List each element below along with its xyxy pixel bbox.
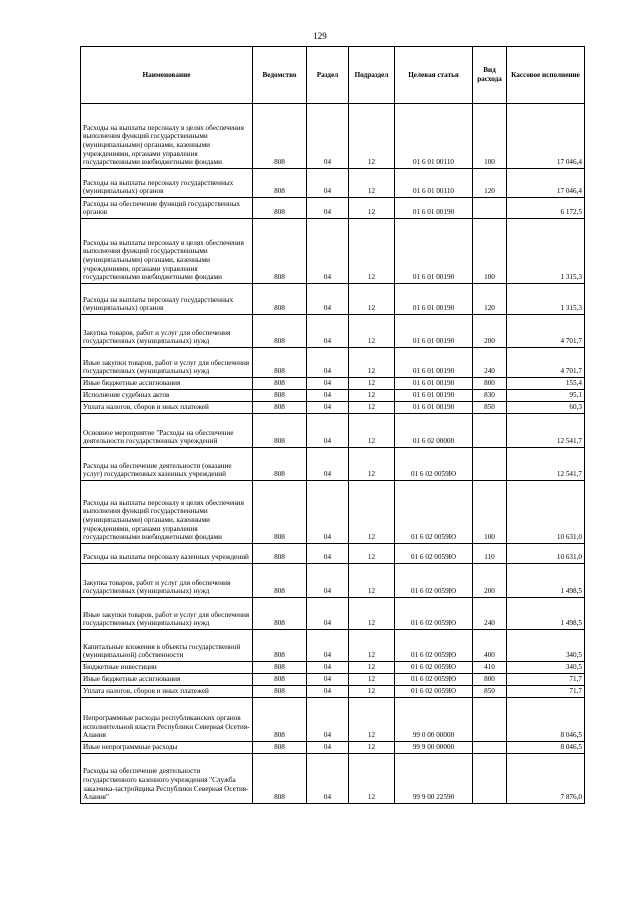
cell-target-article: 01 6 01 00190	[395, 402, 473, 414]
cell-expense-type: 400	[473, 630, 507, 662]
cell-section: 04	[307, 402, 349, 414]
cell-name: Иные закупки товаров, работ и услуг для обеспечения государственных (муниципальных) нужд	[81, 598, 253, 630]
table-row	[81, 544, 585, 564]
cell-subsection: 12	[349, 674, 395, 686]
cell-target-article: 01 6 01 00190	[395, 284, 473, 315]
cell-department: 808	[253, 481, 307, 544]
cell-subsection: 12	[349, 198, 395, 219]
cell-department: 808	[253, 686, 307, 698]
cell-expense-type: 100	[473, 219, 507, 284]
cell-expense-type	[473, 698, 507, 742]
header-expense-type: Вид расхода	[473, 47, 507, 104]
table-row	[81, 414, 585, 448]
cell-target-article: 01 6 02 0059Ю	[395, 662, 473, 674]
cell-section: 04	[307, 414, 349, 448]
cell-subsection: 12	[349, 315, 395, 348]
cell-target-article: 01 6 02 0059Ю	[395, 564, 473, 598]
cell-section: 04	[307, 630, 349, 662]
cell-subsection: 12	[349, 630, 395, 662]
cell-section: 04	[307, 598, 349, 630]
cell-expense-type: 100	[473, 481, 507, 544]
cell-subsection: 12	[349, 598, 395, 630]
cell-name: Расходы на выплаты персоналу в целях обеспечения выполнения функций государственными (муниципальными) органами, казенными учреждениями, органами управления государственными внебюджетными фондами	[81, 104, 253, 169]
cell-department: 808	[253, 284, 307, 315]
table-header-row	[81, 47, 585, 104]
cell-expense-type: 100	[473, 104, 507, 169]
cell-expense-type: 800	[473, 378, 507, 390]
cell-section: 04	[307, 544, 349, 564]
cell-name: Расходы на обеспечение деятельности (оказание услуг) государственных казенных учреждений	[81, 448, 253, 481]
cell-subsection: 12	[349, 284, 395, 315]
cell-target-article: 01 6 01 00190	[395, 348, 473, 378]
cell-department: 808	[253, 742, 307, 754]
cell-expense-type: 200	[473, 315, 507, 348]
cell-name: Расходы на выплаты персоналу в целях обеспечения выполнения функций государственными (муниципальными) органами, казенными учреждениями, органами управления государственными внебюджетными фондами	[81, 481, 253, 544]
table-row	[81, 564, 585, 598]
cell-department: 808	[253, 315, 307, 348]
cell-department: 808	[253, 198, 307, 219]
cell-name: Иные бюджетные ассигнования	[81, 674, 253, 686]
cell-department: 808	[253, 698, 307, 742]
cell-target-article: 99 9 00 00000	[395, 742, 473, 754]
cell-subsection: 12	[349, 686, 395, 698]
cell-name: Закупка товаров, работ и услуг для обеспечения государственных (муниципальных) нужд	[81, 315, 253, 348]
table-row	[81, 219, 585, 284]
cell-department: 808	[253, 414, 307, 448]
cell-amount: 71,7	[507, 674, 585, 686]
cell-expense-type	[473, 742, 507, 754]
cell-target-article: 01 6 01 00110	[395, 169, 473, 198]
header-name: Наименование	[81, 47, 253, 104]
cell-name: Расходы на выплаты персоналу казенных учреждений	[81, 544, 253, 564]
cell-target-article: 99 0 00 00000	[395, 698, 473, 742]
cell-target-article: 01 6 01 00190	[395, 315, 473, 348]
cell-target-article: 01 6 02 0059Ю	[395, 448, 473, 481]
cell-expense-type: 830	[473, 390, 507, 402]
cell-target-article: 99 9 00 22590	[395, 754, 473, 804]
cell-amount: 10 631,0	[507, 544, 585, 564]
table-row	[81, 742, 585, 754]
cell-target-article: 01 6 02 0059Ю	[395, 686, 473, 698]
cell-department: 808	[253, 564, 307, 598]
table-row	[81, 481, 585, 544]
cell-department: 808	[253, 390, 307, 402]
cell-department: 808	[253, 448, 307, 481]
cell-expense-type	[473, 754, 507, 804]
cell-department: 808	[253, 674, 307, 686]
cell-expense-type: 200	[473, 564, 507, 598]
cell-name: Расходы на выплаты персоналу государственных (муниципальных) органов	[81, 284, 253, 315]
cell-name: Уплата налогов, сборов и иных платежей	[81, 686, 253, 698]
cell-amount: 95,1	[507, 390, 585, 402]
cell-amount: 12 541,7	[507, 414, 585, 448]
cell-section: 04	[307, 315, 349, 348]
cell-amount: 4 701,7	[507, 315, 585, 348]
cell-expense-type: 850	[473, 402, 507, 414]
cell-department: 808	[253, 630, 307, 662]
cell-expense-type	[473, 448, 507, 481]
table-row	[81, 104, 585, 169]
cell-department: 808	[253, 219, 307, 284]
cell-amount: 1 315,3	[507, 219, 585, 284]
cell-amount: 340,5	[507, 662, 585, 674]
cell-amount: 7 876,0	[507, 754, 585, 804]
expense-table	[80, 46, 585, 804]
cell-amount: 17 046,4	[507, 104, 585, 169]
cell-department: 808	[253, 169, 307, 198]
cell-target-article: 01 6 01 00190	[395, 198, 473, 219]
cell-name: Капитальные вложения в объекты государственной (муниципальной) собственности	[81, 630, 253, 662]
cell-section: 04	[307, 674, 349, 686]
table-row	[81, 169, 585, 198]
table-row	[81, 448, 585, 481]
cell-amount: 1 498,5	[507, 564, 585, 598]
cell-subsection: 12	[349, 378, 395, 390]
cell-department: 808	[253, 104, 307, 169]
cell-section: 04	[307, 448, 349, 481]
header-department: Ведомство	[253, 47, 307, 104]
cell-section: 04	[307, 219, 349, 284]
cell-target-article: 01 6 02 0059Ю	[395, 544, 473, 564]
table-row	[81, 378, 585, 390]
cell-section: 04	[307, 169, 349, 198]
cell-section: 04	[307, 754, 349, 804]
cell-target-article: 01 6 02 00000	[395, 414, 473, 448]
cell-amount: 8 046,5	[507, 698, 585, 742]
cell-amount: 71,7	[507, 686, 585, 698]
table-row	[81, 630, 585, 662]
table-row	[81, 198, 585, 219]
cell-subsection: 12	[349, 742, 395, 754]
page-number: 129	[313, 31, 327, 41]
cell-department: 808	[253, 402, 307, 414]
table-row	[81, 348, 585, 378]
cell-subsection: 12	[349, 402, 395, 414]
cell-section: 04	[307, 378, 349, 390]
table-row	[81, 754, 585, 804]
cell-name: Иные непрограммные расходы	[81, 742, 253, 754]
table-row	[81, 598, 585, 630]
cell-target-article: 01 6 02 0059Ю	[395, 630, 473, 662]
cell-expense-type	[473, 414, 507, 448]
cell-subsection: 12	[349, 662, 395, 674]
table-row	[81, 698, 585, 742]
cell-name: Иные бюджетные ассигнования	[81, 378, 253, 390]
cell-expense-type: 800	[473, 674, 507, 686]
cell-name: Иные закупки товаров, работ и услуг для обеспечения государственных (муниципальных) нужд	[81, 348, 253, 378]
cell-target-article: 01 6 01 00190	[395, 390, 473, 402]
cell-target-article: 01 6 02 0059Ю	[395, 481, 473, 544]
cell-department: 808	[253, 348, 307, 378]
cell-subsection: 12	[349, 348, 395, 378]
cell-name: Расходы на обеспечение функций государственных органов	[81, 198, 253, 219]
table-row	[81, 674, 585, 686]
cell-section: 04	[307, 742, 349, 754]
header-target-article: Целевая статья	[395, 47, 473, 104]
cell-subsection: 12	[349, 544, 395, 564]
cell-subsection: 12	[349, 414, 395, 448]
table-row	[81, 662, 585, 674]
cell-subsection: 12	[349, 754, 395, 804]
cell-amount: 155,4	[507, 378, 585, 390]
cell-subsection: 12	[349, 481, 395, 544]
cell-expense-type: 110	[473, 544, 507, 564]
cell-expense-type: 120	[473, 169, 507, 198]
cell-name: Расходы на выплаты персоналу государственных (муниципальных) органов	[81, 169, 253, 198]
cell-section: 04	[307, 564, 349, 598]
cell-amount: 60,3	[507, 402, 585, 414]
cell-amount: 340,5	[507, 630, 585, 662]
cell-section: 04	[307, 686, 349, 698]
cell-name: Бюджетные инвестиции	[81, 662, 253, 674]
cell-amount: 1 315,3	[507, 284, 585, 315]
cell-expense-type: 120	[473, 284, 507, 315]
cell-name: Расходы на выплаты персоналу в целях обеспечения выполнения функций государственными (муниципальными) органами, казенными учреждениями, органами управления государственными внебюджетными фондами	[81, 219, 253, 284]
cell-name: Исполнение судебных актов	[81, 390, 253, 402]
cell-expense-type	[473, 198, 507, 219]
cell-expense-type: 240	[473, 598, 507, 630]
cell-section: 04	[307, 284, 349, 315]
cell-target-article: 01 6 02 0059Ю	[395, 674, 473, 686]
cell-target-article: 01 6 01 00190	[395, 219, 473, 284]
cell-subsection: 12	[349, 169, 395, 198]
header-section: Раздел	[307, 47, 349, 104]
cell-department: 808	[253, 378, 307, 390]
cell-department: 808	[253, 754, 307, 804]
cell-expense-type: 410	[473, 662, 507, 674]
cell-subsection: 12	[349, 219, 395, 284]
cell-section: 04	[307, 104, 349, 169]
table-row	[81, 284, 585, 315]
cell-subsection: 12	[349, 390, 395, 402]
cell-subsection: 12	[349, 698, 395, 742]
header-cash-execution: Кассовое исполнение	[507, 47, 585, 104]
cell-subsection: 12	[349, 448, 395, 481]
table-row	[81, 402, 585, 414]
cell-amount: 8 046,5	[507, 742, 585, 754]
cell-section: 04	[307, 348, 349, 378]
cell-name: Закупка товаров, работ и услуг для обеспечения государственных (муниципальных) нужд	[81, 564, 253, 598]
cell-expense-type: 240	[473, 348, 507, 378]
cell-name: Уплата налогов, сборов и иных платежей	[81, 402, 253, 414]
header-subsection: Подраздел	[349, 47, 395, 104]
table-row	[81, 686, 585, 698]
cell-amount: 10 631,0	[507, 481, 585, 544]
cell-name: Основное мероприятие "Расходы на обеспечение деятельности государственных учреждений	[81, 414, 253, 448]
cell-section: 04	[307, 481, 349, 544]
cell-target-article: 01 6 01 00190	[395, 378, 473, 390]
cell-expense-type: 850	[473, 686, 507, 698]
cell-name: Непрограммные расходы республиканских органов исполнительной власти Республики Северная Осетия-Алания	[81, 698, 253, 742]
cell-department: 808	[253, 598, 307, 630]
cell-section: 04	[307, 390, 349, 402]
cell-amount: 1 498,5	[507, 598, 585, 630]
cell-section: 04	[307, 198, 349, 219]
cell-name: Расходы на обеспечение деятельности государственного казенного учреждения "Служба заказчика-застройщика Республики Северная Осетия-Алания"	[81, 754, 253, 804]
cell-amount: 6 172,5	[507, 198, 585, 219]
cell-department: 808	[253, 544, 307, 564]
cell-amount: 12 541,7	[507, 448, 585, 481]
cell-target-article: 01 6 02 0059Ю	[395, 598, 473, 630]
cell-target-article: 01 6 01 00110	[395, 104, 473, 169]
table-row	[81, 390, 585, 402]
cell-section: 04	[307, 698, 349, 742]
table-row	[81, 315, 585, 348]
cell-amount: 17 046,4	[507, 169, 585, 198]
cell-department: 808	[253, 662, 307, 674]
cell-subsection: 12	[349, 104, 395, 169]
cell-subsection: 12	[349, 564, 395, 598]
cell-section: 04	[307, 662, 349, 674]
cell-amount: 4 701,7	[507, 348, 585, 378]
